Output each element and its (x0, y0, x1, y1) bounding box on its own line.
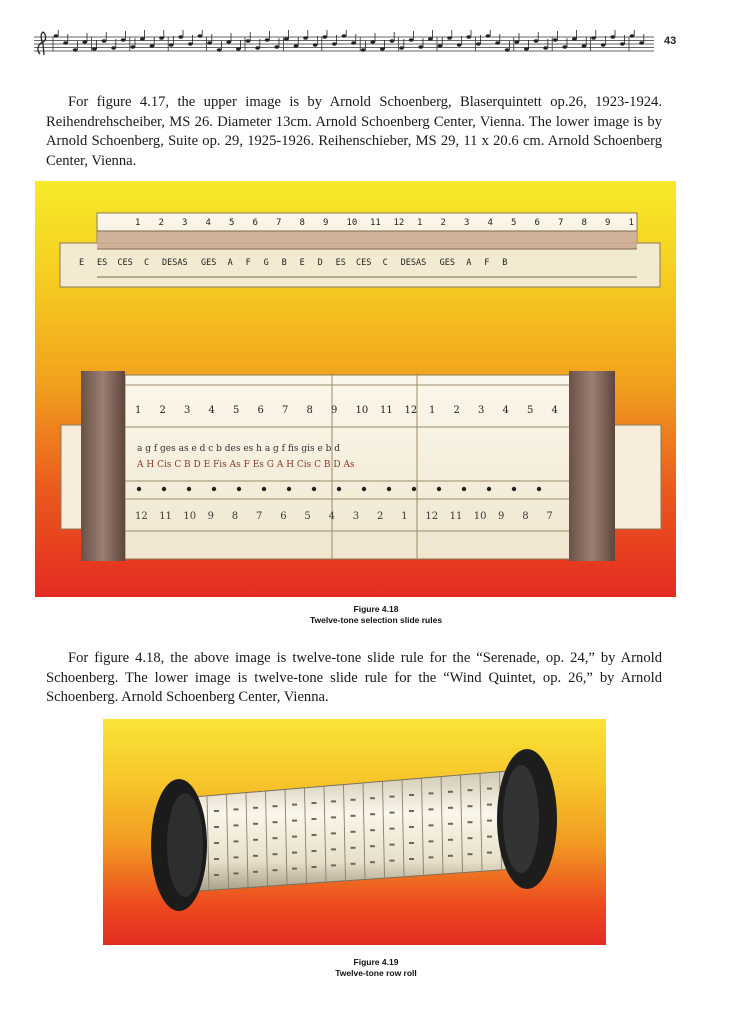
staff-note-head (198, 34, 203, 37)
row-roll-ring-mark (429, 824, 434, 826)
row-roll-ring-mark (429, 792, 434, 794)
lower-rule-number: 5 (233, 405, 240, 416)
staff-note-head (514, 40, 519, 43)
staff-note-head (438, 44, 443, 47)
row-roll-ring-mark (351, 863, 356, 865)
row-roll-ring-mark (273, 837, 278, 839)
staff-note-head (82, 40, 87, 43)
lower-rule-countdown-number: 10 (183, 511, 197, 522)
staff-note-head (140, 37, 145, 40)
staff-note-head (303, 36, 308, 39)
row-roll-ring-mark (312, 802, 317, 804)
row-roll-ring-mark (214, 810, 219, 812)
row-roll-ring-mark (448, 791, 453, 793)
staff-note-head (322, 35, 327, 38)
row-roll-ring-mark (234, 808, 239, 810)
lower-rule-countdown-number: 11 (159, 511, 172, 522)
row-roll-ring-mark (214, 842, 219, 844)
staff-note-head (111, 46, 116, 49)
upper-rule-note: E (299, 258, 305, 268)
lower-rule-number: 8 (306, 405, 313, 416)
staff-note-head (399, 46, 404, 49)
lower-rule-countdown-number: 8 (522, 511, 529, 522)
staff-note-head (169, 43, 174, 46)
row-roll-ring-mark (292, 868, 297, 870)
staff-note-head (255, 46, 260, 49)
figure-4-19-caption (0, 957, 752, 979)
row-roll-ring-mark (273, 869, 278, 871)
paragraph-1-text: For figure 4.17, the upper image is by Arnold Schoenberg, Blaserquintett op.26, 1923-1924. Reihendrehscheiber, MS 26. Diameter 13cm. Arnold Schoenberg Center, Vienna. The lower image is by Arnold Schoenberg, Suite op. 29, 1925-1926. Reihenschieber, MS 29, 11 x 20.6 cm. Arnold Schoenberg Center, Vienna. (46, 94, 662, 169)
upper-rule-note: C (382, 258, 388, 268)
lower-rule-dot (287, 487, 291, 491)
lower-rule-dot (412, 487, 416, 491)
row-roll-ring-mark (273, 821, 278, 823)
lower-rule-countdown-number: 8 (231, 511, 239, 522)
lower-rule-number: 5 (527, 405, 534, 416)
staff-note-head (351, 41, 356, 44)
staff-note-head (572, 37, 577, 40)
figure-4-18-title: Twelve-tone selection slide rules (309, 615, 443, 625)
upper-rule-note: D (317, 258, 323, 268)
row-roll-ring-mark (448, 839, 453, 841)
lower-rule-countdown-number: 1 (401, 511, 408, 522)
row-roll-ring-mark (448, 855, 453, 857)
upper-rule-note: DESAS (400, 258, 427, 268)
row-roll-ring-mark (370, 797, 375, 799)
lower-rule-countdown-number: 7 (256, 511, 263, 522)
upper-rule-note: ES (97, 258, 108, 268)
row-roll-ring-mark (468, 837, 473, 839)
row-roll-ring-mark (487, 788, 492, 790)
row-roll-ring-mark (312, 834, 317, 836)
lower-rule-number: 4 (502, 405, 509, 416)
lower-rule-dot (512, 487, 516, 491)
figure-4-19-photo (103, 719, 606, 945)
row-roll-ring-mark (292, 852, 297, 854)
upper-rule-number: 7 (558, 218, 564, 228)
staff-note-head (63, 41, 68, 44)
lower-rule-notes-upper: a g f ges as e d c b des es h a g f fis gis e b d (137, 444, 341, 454)
staff-note-head (486, 34, 491, 37)
upper-rule-number: 2 (440, 218, 446, 228)
row-roll-ring-mark (390, 812, 395, 814)
row-roll-ring-mark (409, 826, 414, 828)
row-roll-ring-mark (331, 848, 336, 850)
upper-rule-number: 5 (229, 218, 235, 228)
lower-rule-countdown-number: 3 (352, 511, 360, 522)
row-roll-illustration (103, 719, 606, 945)
row-roll-ring-mark (331, 816, 336, 818)
staff-note-head (466, 35, 471, 38)
upper-rule-number: 5 (511, 218, 517, 228)
lower-rule-dot (387, 487, 391, 491)
row-roll-ring-mark (253, 855, 258, 857)
row-roll-ring-mark (370, 845, 375, 847)
row-roll-ring-mark (253, 871, 258, 873)
lower-rule-number: 2 (159, 405, 166, 416)
row-roll-ring-mark (409, 810, 414, 812)
lower-rule-number: 3 (478, 405, 485, 416)
staff-note-head (630, 34, 635, 37)
lower-rule-countdown-number: 12 (425, 511, 439, 522)
staff-note-head (601, 43, 606, 46)
staff-note-head (226, 40, 231, 43)
upper-rule-number: 4 (487, 218, 493, 228)
lower-rule-dot (362, 487, 366, 491)
row-roll-ring-mark (234, 840, 239, 842)
lower-rule-number: 9 (331, 405, 338, 416)
row-roll-ring-mark (214, 826, 219, 828)
upper-rule-note: A (466, 258, 472, 268)
staff-note-head (73, 48, 78, 51)
row-roll-ring-mark (351, 815, 356, 817)
staff-note-head (150, 44, 155, 47)
staff-note-head (284, 37, 289, 40)
row-roll-ring-mark (312, 866, 317, 868)
row-roll-ring-mark (253, 839, 258, 841)
staff-note-head (390, 39, 395, 42)
lower-rule-number: 2 (453, 405, 460, 416)
row-roll-ring-mark (331, 800, 336, 802)
lower-rule-dot (162, 487, 166, 491)
upper-rule-note: CES (117, 258, 133, 268)
row-roll-ring-mark (312, 850, 317, 852)
row-roll-ring-mark (351, 799, 356, 801)
paragraph-2-text: For figure 4.18, the above image is twelve-tone slide rule for the “Serenade, op. 24,” by Arnold Schoenberg. The lower image is twelve-tone slide rule for the “Wind Quintet, op. 26,” by Arnold Schoenberg. Arnold Schoenberg Center, Vienna. (46, 650, 662, 705)
row-roll-right-end-cap (497, 749, 557, 889)
row-roll-ring-mark (409, 794, 414, 796)
upper-rule-number: 1 (628, 218, 634, 228)
upper-rule-number: 1 (135, 218, 141, 228)
upper-rule-note: B (281, 258, 287, 268)
staff-note-head (505, 48, 510, 51)
lower-rule-number: 6 (257, 405, 264, 416)
upper-rule-note: F (245, 258, 251, 268)
lower-rule-countdown-number: 7 (546, 511, 553, 522)
staff-note-head (457, 43, 462, 46)
row-roll-ring-mark (468, 821, 473, 823)
lower-rule-dot (312, 487, 316, 491)
row-roll-ring-mark (351, 847, 356, 849)
row-roll-ring-mark (429, 840, 434, 842)
lower-rule-countdown-number: 6 (280, 511, 287, 522)
upper-rule-number: 2 (158, 218, 164, 228)
row-roll-ring-mark (253, 823, 258, 825)
lower-rule-number: 12 (404, 405, 418, 416)
staff-note-head (409, 38, 414, 41)
row-roll-ring-mark (429, 808, 434, 810)
upper-rule-note: B (502, 258, 508, 268)
row-roll-ring-mark (234, 872, 239, 874)
upper-rule-number: 12 (393, 218, 405, 228)
row-roll-ring-mark (409, 858, 414, 860)
row-roll-ring-mark (468, 789, 473, 791)
lower-rule-countdown-number: 5 (304, 511, 311, 522)
row-roll-ring-mark (234, 856, 239, 858)
staff-note-head (246, 39, 251, 42)
upper-rule-note: GES (201, 258, 217, 268)
upper-slide-rule (60, 213, 660, 287)
staff-note-head (620, 42, 625, 45)
row-roll-ring-mark (351, 831, 356, 833)
row-roll-ring-mark (390, 796, 395, 798)
row-roll-ring-mark (370, 861, 375, 863)
row-roll-ring-mark (409, 842, 414, 844)
lower-rule-number: 3 (184, 405, 191, 416)
lower-rule-number: 1 (135, 405, 142, 416)
staff-note-head (495, 41, 500, 44)
staff-note-head (534, 39, 539, 42)
row-roll-ring-mark (390, 844, 395, 846)
figure-4-18-caption (0, 604, 752, 626)
lower-rule-dot (487, 487, 491, 491)
row-roll-ring-mark (448, 823, 453, 825)
staff-note-head (610, 35, 615, 38)
lower-rule-dot (437, 487, 441, 491)
lower-rule-countdown-number: 9 (498, 511, 505, 522)
row-roll-ring-mark (370, 829, 375, 831)
staff-note-head (274, 45, 279, 48)
upper-rule-number: 6 (534, 218, 540, 228)
staff-note-head (370, 40, 375, 43)
row-roll-ring-mark (273, 853, 278, 855)
upper-rule-note: E (79, 258, 85, 268)
figure-4-18-label: Figure 4.18 (353, 604, 399, 614)
page-number: 43 (664, 35, 677, 47)
staff-note-head (361, 48, 366, 51)
staff-note-head (54, 34, 59, 37)
staff-note-head (447, 36, 452, 39)
row-roll-ring-mark (312, 818, 317, 820)
upper-rule-note: C (144, 258, 150, 268)
upper-rule-note: G (263, 258, 269, 268)
lower-rule-number: 7 (282, 405, 289, 416)
row-roll-ring-mark (468, 853, 473, 855)
row-roll-ring-mark (331, 864, 336, 866)
staff-note-head (380, 47, 385, 50)
staff-note-head (130, 45, 135, 48)
staff-note-head (188, 42, 193, 45)
lower-rule-number: 11 (380, 405, 393, 416)
figure-4-19-title: Twelve-tone row roll (335, 968, 417, 978)
lower-rule-countdown-number: 9 (207, 511, 214, 522)
staff-note-head (313, 43, 318, 46)
upper-rule-note: F (484, 258, 490, 268)
slide-rules-illustration (35, 181, 676, 597)
lower-rule-number: 4 (551, 405, 558, 416)
lower-rule-number: 1 (429, 405, 436, 416)
header-music-staff (34, 30, 654, 56)
figure-4-18-photo (35, 181, 676, 597)
lower-rule-dot (462, 487, 466, 491)
lower-rule-dot (537, 487, 541, 491)
lower-rule-countdown-number: 2 (377, 511, 384, 522)
row-roll-ring-mark (292, 804, 297, 806)
staff-note-head (543, 46, 548, 49)
lower-rule-dot (237, 487, 241, 491)
row-roll-ring-mark (234, 824, 239, 826)
lower-rule-dot (337, 487, 341, 491)
upper-rule-number: 3 (182, 218, 188, 228)
treble-clef-icon (38, 32, 46, 55)
staff-note-head (553, 38, 558, 41)
row-roll-ring-mark (292, 820, 297, 822)
upper-rule-number: 4 (205, 218, 211, 228)
row-roll-left-end-cap (151, 779, 207, 911)
row-roll-ring-mark (214, 874, 219, 876)
lower-rule-dot (137, 487, 141, 491)
staff-note-head (178, 35, 183, 38)
upper-rule-number: 3 (464, 218, 470, 228)
upper-rule-note: CES (356, 258, 372, 268)
staff-note-head (562, 45, 567, 48)
lower-rule-dot (187, 487, 191, 491)
lower-rule-countdown-number: 12 (135, 511, 148, 522)
lower-rule-number: 10 (355, 405, 369, 416)
staff-note-head (524, 47, 529, 50)
staff-note-head (476, 42, 481, 45)
lower-rule-countdown-number: 11 (449, 511, 463, 522)
staff-note-head (418, 45, 423, 48)
row-roll-ring-mark (390, 860, 395, 862)
row-roll-ring-mark (370, 813, 375, 815)
lower-rule-number: 4 (208, 405, 215, 416)
staff-note-head (217, 48, 222, 51)
staff-note-head (582, 44, 587, 47)
row-roll-ring-mark (292, 836, 297, 838)
row-roll-ring-mark (487, 836, 492, 838)
row-roll-ring-mark (429, 856, 434, 858)
lower-slide-rule (61, 371, 661, 561)
staff-note-head (591, 36, 596, 39)
staff-note-head (121, 38, 126, 41)
lower-rule-countdown-number: 4 (328, 511, 335, 522)
row-roll-ring-mark (487, 820, 492, 822)
staff-note-head (332, 42, 337, 45)
staff-note-head (294, 44, 299, 47)
row-roll-ring-mark (487, 852, 492, 854)
staff-note-head (342, 34, 347, 37)
upper-rule-note: GES (439, 258, 455, 268)
upper-rule-number: 8 (581, 218, 587, 228)
staff-note-head (265, 38, 270, 41)
paragraph-figure-4-17 (46, 93, 662, 171)
upper-rule-number: 1 (417, 218, 423, 228)
paragraph-figure-4-18 (46, 649, 662, 708)
upper-rule-number: 6 (252, 218, 258, 228)
lower-rule-notes-lower: A H Cis C B D E Fis As F Es G A H Cis C B D As (137, 460, 355, 470)
row-roll-ring-mark (390, 828, 395, 830)
lower-rule-dot (212, 487, 216, 491)
lower-rule-countdown-number: 10 (473, 511, 487, 522)
staff-note-head (92, 47, 97, 50)
row-roll-ring-mark (214, 858, 219, 860)
row-roll-ring-mark (468, 805, 473, 807)
lower-rule-dot (262, 487, 266, 491)
row-roll-ring-mark (273, 805, 278, 807)
staff-note-head (159, 36, 164, 39)
upper-rule-number: 8 (299, 218, 305, 228)
upper-rule-number: 10 (346, 218, 358, 228)
figure-4-19-label: Figure 4.19 (353, 957, 399, 967)
upper-rule-note: A (227, 258, 233, 268)
upper-rule-number: 9 (605, 218, 611, 228)
row-roll-ring-mark (487, 804, 492, 806)
row-roll-ring-mark (448, 807, 453, 809)
row-roll-ring-mark (253, 807, 258, 809)
upper-rule-number: 9 (323, 218, 329, 228)
row-roll-ring-mark (331, 832, 336, 834)
staff-note-head (236, 47, 241, 50)
staff-note-head (207, 41, 212, 44)
staff-note-head (428, 37, 433, 40)
upper-rule-number: 7 (276, 218, 282, 228)
staff-note-head (639, 41, 644, 44)
upper-rule-note: ES (335, 258, 346, 268)
upper-rule-note: DESAS (162, 258, 188, 268)
upper-rule-number: 11 (370, 218, 381, 228)
staff-note-head (102, 39, 107, 42)
